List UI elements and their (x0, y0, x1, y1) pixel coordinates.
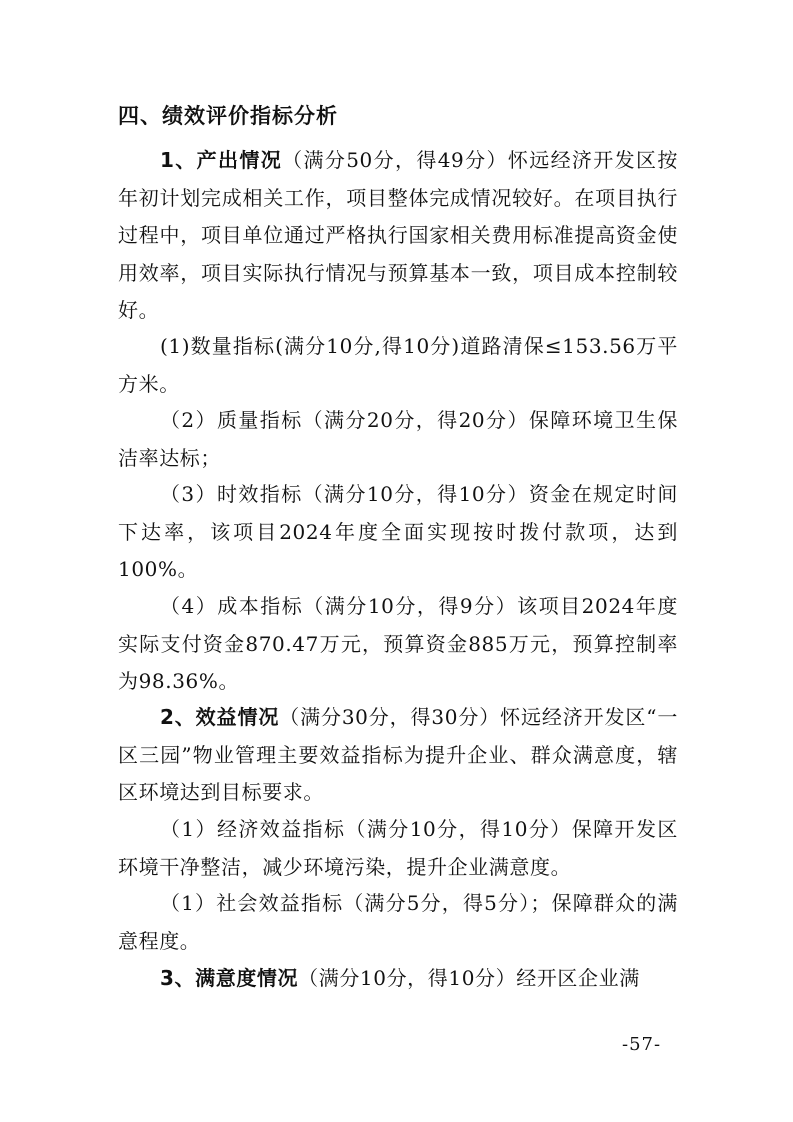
section-heading: 四、绩效评价指标分析 (118, 104, 338, 128)
satisfaction-label: 3、满意度情况 (160, 966, 299, 990)
benefit-item-economic: （1）经济效益指标（满分10分，得10分）保障开发区环境干净整洁，减少环境污染，提升企业满意度。 (118, 817, 678, 879)
output-text: （满分50分，得49分）怀远经济开发区按年初计划完成相关工作，项目整体完成情况较好。在项目执行过程中，项目单位通过严格执行国家相关费用标准提高资金使用效率，项目实际执行情况与预算基本一致，项目成本控制较好。 (118, 148, 678, 322)
satisfaction-paragraph (118, 960, 678, 998)
output-item-quality: （2）质量指标（满分20分，得20分）保障环境卫生保洁率达标； (118, 408, 678, 470)
satisfaction-text: （满分10分，得10分）经开区企业满 (298, 966, 640, 990)
benefit-label: 2、效益情况 (160, 705, 280, 729)
benefit-text: （满分30分，得30分）怀远经济开发区“一区三园”物业管理主要效益指标为提升企业、群众满意度，辖区环境达到目标要求。 (118, 705, 678, 804)
output-item-cost: （4）成本指标（满分10分，得9分）该项目2024年度实际支付资金870.47万元，预算资金885万元，预算控制率为98.36%。 (118, 594, 678, 693)
output-item-quantity: (1)数量指标(满分10分,得10分)道路清保≤153.56万平方米。 (118, 334, 678, 396)
page-number: -57- (622, 1034, 662, 1055)
output-paragraph (118, 142, 678, 330)
benefit-paragraph (118, 699, 678, 812)
output-label: 1、产出情况 (160, 148, 283, 172)
benefit-item-social: （1）社会效益指标（满分5分，得5分）；保障群众的满意程度。 (118, 891, 678, 953)
output-item-timeliness: （3）时效指标（满分10分，得10分）资金在规定时间下达率，该项目2024年度全面实现按时拨付款项，达到100%。 (118, 482, 678, 581)
